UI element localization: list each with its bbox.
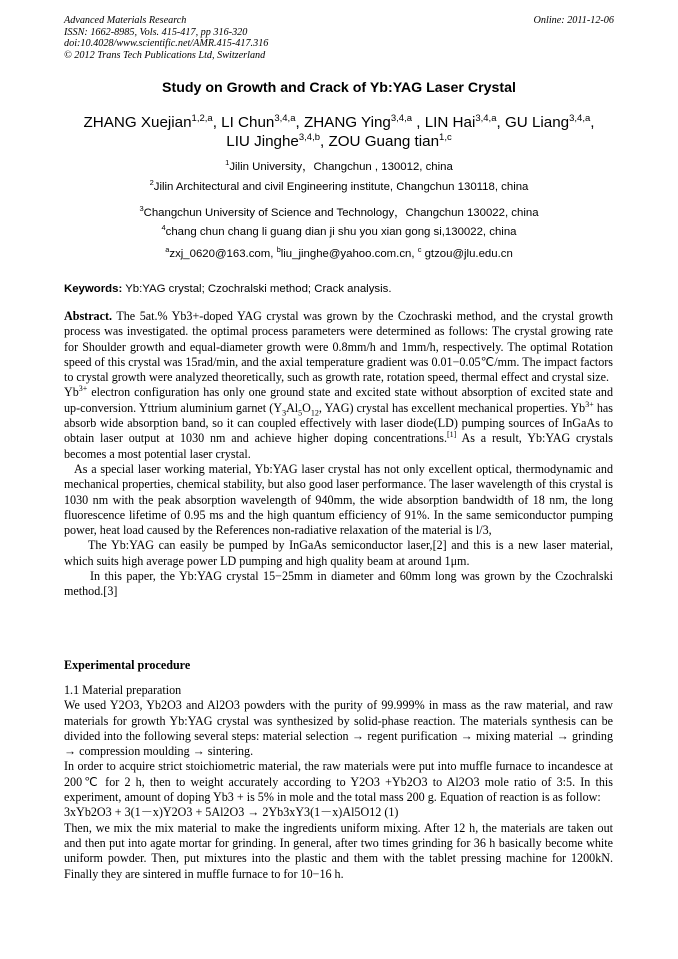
online-date: Online: 2011-12-06 <box>533 15 614 26</box>
affiliation-4: $^4$chang chun chang li guang dian ji shu you xian gong si,130022, china <box>161 223 517 238</box>
section-heading: Experimental procedure <box>64 658 191 672</box>
author-list: ZHANG Xuejian$^{1,2,a}$, LI Chun$^{3,4,a}$, ZHANG Ying$^{3,4,a}$ , LIN Hai$^{3,4,a}$, GU Liang$^{3,4,a}$, LIU Jinghe$^{3,4,b}$, ZOU Guang tian$^{1,c}$ <box>83 112 595 150</box>
author-sup: 3,4,a <box>390 112 413 124</box>
journal-issn: ISSN: 1662-8985, Vols. 415-417, pp 316-320 <box>64 26 248 38</box>
journal-header <box>64 15 268 61</box>
author-name: ZHANG Xuejian <box>83 114 192 131</box>
abstract-paragraph: The Yb:YAG can easily be pumped by InGaAs semiconductor laser,[2] and this is a new laser material, which suits high average power LD pumping and high quality beam at around 1μm. <box>64 538 613 568</box>
keywords-text: Yb:YAG crystal; Czochralski method; Crack analysis. <box>122 283 392 295</box>
author-sup: 1,c <box>439 131 452 143</box>
body-paragraph: In order to acquire strict stoichiometric material, the raw materials were put into muffle furnace to incandesce at 200℃ for 2 h, then to weight accurately according to Y2O3 +Yb2O3 to Al2O3 mole ratio of 3:5. In this experiment, amount of doping Yb3 + is 5% in mole and the total mass 200 g. Equation of reaction is as follow: <box>64 759 613 805</box>
author-sup: 3,4,a <box>475 112 497 124</box>
email-c: gtzou@jlu.edu.cn <box>421 248 513 260</box>
keywords-label: Keywords: <box>64 283 123 295</box>
body-paragraph: We used Y2O3, Yb2O3 and Al2O3 powders with the purity of 99.999% in mass as the raw material, and raw materials for growth Yb:YAG crystal was synthesized by solid-phase reaction. The materials synthesis can be divided into the following several steps: material selection → regent purification → mixing material → grinding → compression moulding → sintering. <box>64 698 613 759</box>
author-sup: 1,2,a <box>191 112 213 124</box>
affiliation-2: $^2$Jilin Architectural and civil Engineering institute, Changchun 130118, china <box>149 178 529 193</box>
author-name: LIU Jinghe <box>226 133 299 150</box>
author-name: ZOU Guang tian <box>328 133 440 150</box>
author-sup: 3,4,b <box>298 131 320 143</box>
abstract-paragraph: As a special laser working material, Yb:YAG laser crystal has not only excellent optical, thermodynamic and mechanical properties, chemical stability, but also good laser performance. The laser wavelength of this crystal is 1030 nm with the peak absorption wavelength of 940mm, the wide absorption bandwidth of 18 nm, the long fluorescence lifetime of 0.95 ms and the high quantum efficiency of 91%. In the same semiconductor pumping power, heat load caused by the References non-radiative relaxation of the material is l/3, <box>64 461 613 538</box>
affiliation-1: $^1$Jilin University，Changchun , 130012, china <box>225 158 453 173</box>
email-a: zxj_0620@163.com, <box>169 248 277 260</box>
reaction-equation: 3xYb2O3 + 3(1－x)Y2O3 + 5Al2O3 → 2Yb3xY3(1－x)Al5O12 (1) <box>64 805 399 820</box>
abstract-paragraph: Abstract. The 5at.% Yb3+-doped YAG crystal was grown by the Czochraski method, and the crystal growth process was investigated. the optimal process parameters were determined as follows: The crystal growing rate for Shoulder growth and equal-diameter growth were 0.8mm/h and 1mm/h, respectively. The optimal Rotation speed of this crystal was 15rad/min, and the axial temperature gradient was 0.01−0.05℃/mm. The impact factors to crystal growth were analyzed theoretically, such as growth rate, rotation speed, thermal effect and crystal size. <box>64 309 613 385</box>
journal-doi: doi:10.4028/www.scientific.net/AMR.415-417.316 <box>64 38 269 50</box>
body-paragraph: Then, we mix the mix material to make the ingredients uniform mixing. After 12 h, the materials are taken out and then put into agate mortar for grinding. In general, after two times grinding for 36 h basically become white uniform powder. Then, put mixtures into the plastic and them with the tablet pressing machine for 1200kN. Finally they are sintered in muffle furnace to for 10−16 h. <box>64 820 613 881</box>
email-b: liu_jinghe@yahoo.com.cn, <box>280 248 418 260</box>
author-sup: 3,4,a <box>274 112 296 124</box>
journal-copyright: © 2012 Trans Tech Publications Ltd, Switzerland <box>64 49 266 61</box>
citation-ref: [1] <box>447 430 457 440</box>
experimental-section <box>64 683 613 882</box>
author-name: ZHANG Ying <box>303 114 391 131</box>
abstract-label: Abstract. <box>64 309 113 323</box>
author-name: GU Liang <box>504 114 570 131</box>
abstract-section <box>64 309 613 600</box>
author-name: LI Chun <box>221 114 275 131</box>
subsection-heading: 1.1 Material preparation <box>64 683 182 697</box>
paper-title: Study on Growth and Crack of Yb:YAG Laser Crystal <box>162 80 516 96</box>
abstract-paragraph: In this paper, the Yb:YAG crystal 15−25mm in diameter and 60mm long was grown by the Czochralski method.[3] <box>64 569 613 599</box>
author-sup: 3,4,a <box>569 112 591 124</box>
affiliation-3: $^3$Changchun University of Science and Technology，Changchun 130022, china <box>139 204 539 219</box>
keywords <box>64 283 624 295</box>
author-emails: $^a$zxj_0620@163.com, $^b$liu_jinghe@yahoo.com.cn, $^c$ gtzou@jlu.edu.cn <box>165 245 513 260</box>
journal-name: Advanced Materials Research <box>64 15 187 26</box>
author-name: LIN Hai <box>424 114 476 131</box>
abstract-paragraph: $Yb^{3+}$ electron configuration has only one ground state and excited state without absorption of excited state and up-conversion. Yttrium aluminium garnet ($Y_3Al_5O_{12}$, YAG) crystal has excellent mechanical properties. $Yb^{3+}$ has absorb wide absorption band, so it can coupled effectively with laser diode(LD) pumping sources of InGaAs to obtain laser output at 1030 nm and achieve higher doping concentrations.[1] As a result, Yb:YAG crystals becomes a most potential laser crystal. <box>64 384 613 461</box>
